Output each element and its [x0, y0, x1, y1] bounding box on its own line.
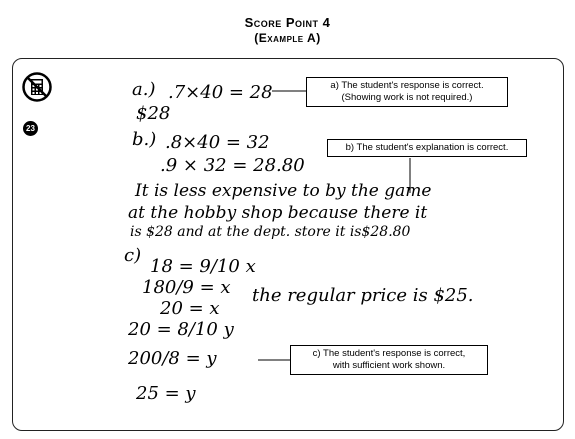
- part-b-label: b.): [132, 129, 157, 150]
- part-b-explanation-line1: It is less expensive to by the game: [135, 181, 432, 201]
- part-c-conclusion: the regular price is $25.: [252, 285, 474, 306]
- page-subtitle: (Example A): [254, 31, 321, 45]
- callout-c-line2: with sufficient work shown.: [332, 360, 446, 371]
- part-c-eq3: 20 = x: [160, 298, 220, 319]
- part-a-label: a.): [132, 79, 156, 100]
- part-c-eq4: 20 = 8/10 y: [128, 319, 234, 340]
- part-c-eq6: 25 = y: [136, 383, 196, 404]
- part-b-line2: .9 × 32 = 28.80: [160, 155, 305, 176]
- callout-b: [327, 139, 527, 157]
- callout-a: [306, 77, 508, 107]
- callout-a-line1: a) The student's response is correct.: [330, 80, 484, 91]
- callout-b-line1: b) The student's explanation is correct.: [345, 142, 509, 153]
- page-title: Score Point 4: [244, 15, 331, 30]
- part-a-line2: $28: [136, 103, 171, 124]
- callout-c: [290, 345, 488, 375]
- callout-c-line1: c) The student's response is correct,: [312, 348, 466, 359]
- part-b-explanation-line3: is $28 and at the dept. store it is$28.80: [130, 224, 411, 240]
- question-number-badge: 23: [23, 121, 38, 136]
- part-c-eq2: 180/9 = x: [142, 277, 231, 298]
- callout-a-line2: (Showing work is not required.): [341, 92, 473, 103]
- part-c-eq1: 18 = 9/10 x: [150, 256, 256, 277]
- part-c-eq5: 200/8 = y: [128, 348, 217, 369]
- part-a-line1: .7×40 = 28: [168, 82, 273, 103]
- part-b-line1: .8×40 = 32: [165, 132, 270, 153]
- part-c-label: c): [124, 245, 142, 266]
- part-b-explanation-line2: at the hobby shop because there it: [128, 203, 428, 223]
